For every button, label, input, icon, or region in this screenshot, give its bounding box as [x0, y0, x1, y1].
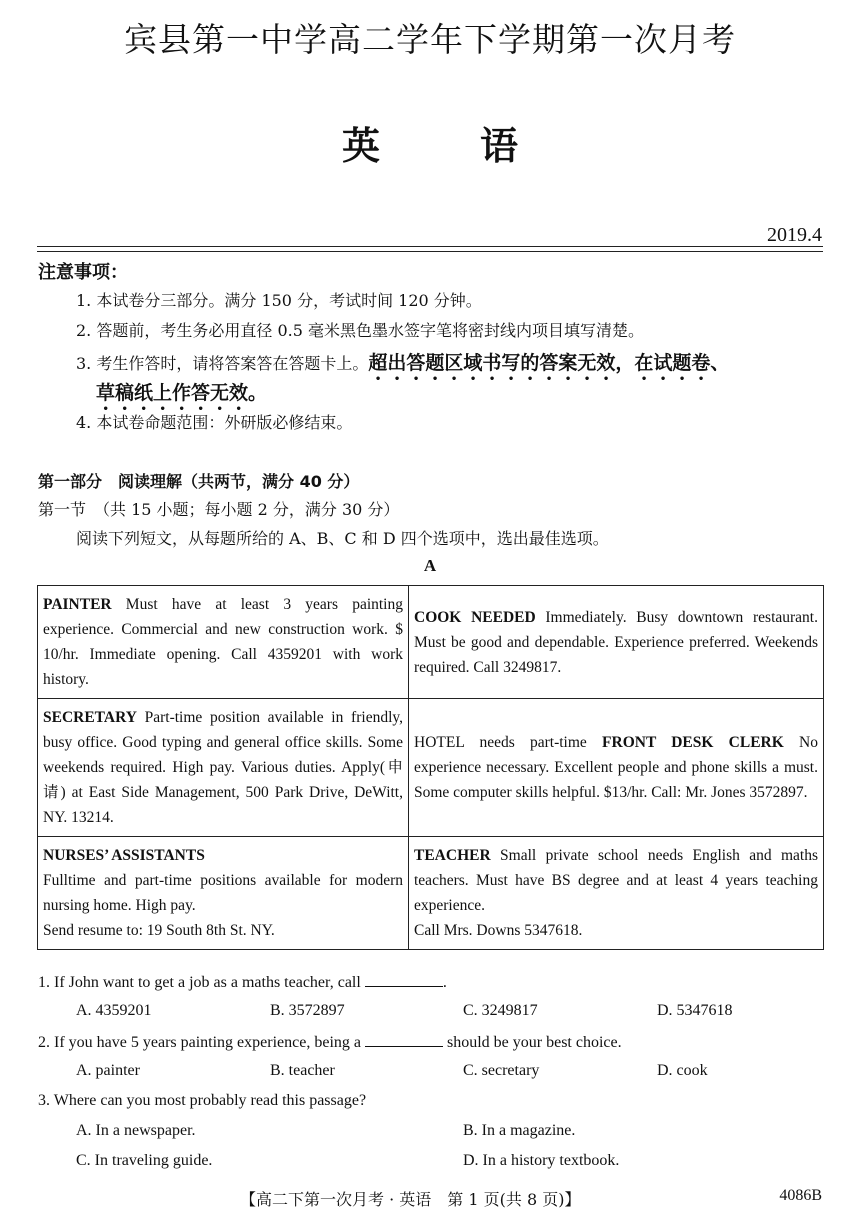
question-stem-end: should be your best choice.: [442, 1034, 622, 1051]
exam-title: 宾县第一中学高二学年下学期第一次月考: [124, 20, 736, 59]
notice-item-4: 4. 本试卷命题范围：外研版必修结束。: [76, 413, 353, 432]
ad-heading: FRONT DESK CLERK: [602, 734, 784, 751]
part-heading: 第一部分 阅读理解（共两节，满分 40 分）: [38, 472, 360, 491]
ad-secretary: [38, 699, 409, 837]
header-rule-thin: [37, 251, 823, 252]
ad-body: Must have at least 3 years painting experience. Commercial and new construction work. $ 10/hr. Immediate opening. Call 4359201 with work history.: [43, 596, 403, 688]
header-rule: [37, 246, 823, 247]
ad-heading: NURSES’ ASSISTANTS: [43, 847, 205, 864]
ad-painter: [38, 586, 409, 699]
ad-body: No experience necessary. Excellent people and phone skills a must. Some computer skills helpful. $13/hr. Call: Mr. Jones 3572897.: [414, 734, 818, 801]
ad-heading: TEACHER: [414, 847, 491, 864]
ad-body: Fulltime and part-time positions available for modern nursing home. High pay.: [43, 872, 403, 914]
job-ads-table: [37, 585, 824, 950]
passage-label: A: [423, 556, 437, 575]
ad-body: Part-time position available in friendly, busy office. Good typing and general office skills. Some weekends required. High pay. Various duties. Apply(申请) at East Side Management, 500 Park Drive, DeWitt, NY. 13214.: [43, 709, 403, 826]
ad-contact: Call Mrs. Downs 5347618.: [414, 922, 583, 939]
q3-option-c: C. In traveling guide.: [76, 1152, 213, 1169]
instruction: 阅读下列短文，从每题所给的 A、B、C 和 D 四个选项中，选出最佳选项。: [76, 529, 609, 548]
table-row: [38, 586, 824, 699]
question-1: [38, 972, 447, 992]
ad-hotel: [409, 699, 824, 837]
paper-code: 4086B: [779, 1187, 822, 1204]
q1-option-a: A. 4359201: [76, 1002, 152, 1019]
question-stem-end: .: [442, 974, 447, 991]
subject-char-1: 英: [341, 124, 380, 168]
question-stem: 2. If you have 5 years painting experience, being a: [38, 1034, 365, 1051]
notice-item-3-emphasis: 超出答题区域书写的答案无效，在试题卷、: [368, 352, 730, 374]
notice-item-1: 1. 本试卷分三部分。满分 150 分，考试时间 120 分钟。: [76, 291, 482, 310]
notice-title: 注意事项：: [38, 262, 128, 283]
answer-blank: [365, 1032, 443, 1047]
section-heading: 第一节 （共 15 小题；每小题 2 分，满分 30 分）: [38, 500, 400, 519]
notice-item-3-emphasis-cont: 草稿纸上作答无效。: [96, 382, 268, 404]
ad-heading: SECRETARY: [43, 709, 137, 726]
q3-option-b: B. In a magazine.: [463, 1122, 576, 1139]
q1-option-b: B. 3572897: [270, 1002, 345, 1019]
exam-date: 2019.4: [767, 224, 822, 246]
question-3: 3. Where can you most probably read this passage?: [38, 1092, 367, 1109]
subject-title: [0, 115, 860, 170]
ad-cook: [409, 586, 824, 699]
ad-body: Immediately. Busy downtown restaurant. Must be good and dependable. Experience preferred. Weekends required. Call 3249817.: [414, 608, 818, 676]
q1-option-c: C. 3249817: [463, 1002, 538, 1019]
ad-body: Small private school needs English and maths teachers. Must have BS degree and at least 4 years teaching experience.: [414, 847, 818, 914]
ad-contact: Send resume to: 19 South 8th St. NY.: [43, 922, 275, 939]
notice-item-3-text: 3. 考生作答时，请将答案答在答题卡上。: [76, 354, 369, 373]
ad-nurses: [38, 837, 409, 950]
q2-option-b: B. teacher: [270, 1062, 335, 1079]
q3-option-a: A. In a newspaper.: [76, 1122, 196, 1139]
q2-option-d: D. cook: [657, 1062, 708, 1079]
q3-option-d: D. In a history textbook.: [463, 1152, 620, 1169]
question-stem: 1. If John want to get a job as a maths teacher, call: [38, 974, 365, 991]
table-row: [38, 699, 824, 837]
question-2: [38, 1032, 622, 1052]
ad-teacher: [409, 837, 824, 950]
q2-option-c: C. secretary: [463, 1062, 540, 1079]
table-row: [38, 837, 824, 950]
q1-option-d: D. 5347618: [657, 1002, 733, 1019]
ad-heading: COOK NEEDED: [414, 608, 536, 626]
subject-char-2: 语: [480, 124, 519, 168]
answer-blank: [365, 972, 443, 987]
ad-heading: PAINTER: [43, 596, 112, 613]
notice-item-2: 2. 答题前，考生务必用直径 0.5 毫米黑色墨水签字笔将密封线内项目填写清楚。: [76, 321, 644, 340]
page-footer: 【高二下第一次月考 · 英语 第 1 页(共 8 页)】: [240, 1190, 581, 1209]
ad-intro: HOTEL needs part-time: [414, 734, 603, 751]
q2-option-a: A. painter: [76, 1062, 140, 1079]
